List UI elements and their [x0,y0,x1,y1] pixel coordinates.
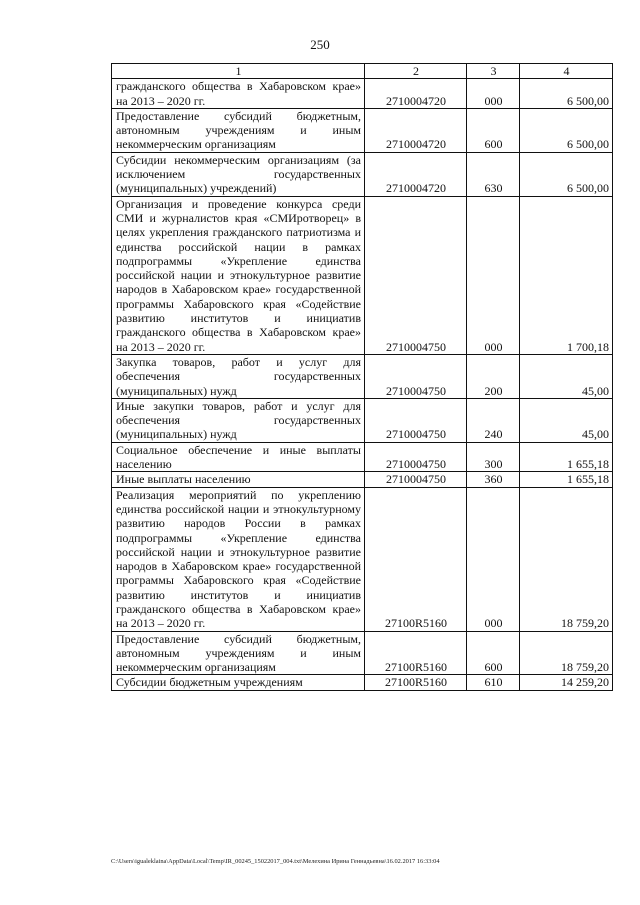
row-vr: 000 [467,487,520,631]
table-row [112,631,613,675]
header-col-2: 2 [365,64,467,79]
row-code: 2710004720 [365,152,467,196]
table-row [112,196,613,354]
row-code: 2710004750 [365,472,467,487]
header-row [112,64,613,79]
row-name: Субсидии бюджетным учреждениям [112,675,365,690]
header-col-4: 4 [520,64,613,79]
row-vr: 630 [467,152,520,196]
row-name: Организация и проведение конкурса среди СМИ и журналистов края «СМИротворец» в целях укрепления гражданского патриотизма и единства российской нации в рамках подпрограммы «Укрепление единства российской нации и этнокультурное развитие народов в Хабаровском крае» государственной программы Хабаровского края «Содействие развитию институтов и инициатив гражданского общества в Хабаровском крае» на 2013 – 2020 гг. [112,196,365,354]
row-code: 27100R5160 [365,487,467,631]
header-col-1: 1 [112,64,365,79]
row-name: Иные закупки товаров, работ и услуг для обеспечения государственных (муниципальных) нужд [112,398,365,442]
table-row [112,472,613,487]
table-row [112,487,613,631]
row-amount: 6 500,00 [520,79,613,109]
table-row [112,442,613,472]
row-name: Иные выплаты населению [112,472,365,487]
row-vr: 000 [467,196,520,354]
table-row [112,79,613,109]
row-amount: 6 500,00 [520,152,613,196]
header-col-3: 3 [467,64,520,79]
row-name: гражданского общества в Хабаровском крае» на 2013 – 2020 гг. [112,79,365,109]
row-vr: 240 [467,398,520,442]
row-vr: 600 [467,108,520,152]
table-row [112,398,613,442]
table-header [112,64,613,79]
row-amount: 18 759,20 [520,487,613,631]
row-code: 27100R5160 [365,675,467,690]
footer-file-path: C:\Users\igualeklaina\AppData\Local\Temp\IR_00245_15022017_004.txt\Мелехина Ирина Геннадьевна\16.02.2017 16:33:04 [111,858,440,865]
row-amount: 14 259,20 [520,675,613,690]
row-code: 2710004720 [365,79,467,109]
table-row [112,354,613,398]
row-code: 2710004750 [365,398,467,442]
row-name: Реализация мероприятий по укреплению единства российской нации и этнокультурному развитию народов России в рамках подпрограммы «Укрепление единства российской нации и этнокультурное развитие народов в Хабаровском крае» государственной программы Хабаровского края «Содействие развитию институтов и инициатив гражданского общества в Хабаровском крае» на 2013 – 2020 гг. [112,487,365,631]
row-amount: 45,00 [520,398,613,442]
row-amount: 1 655,18 [520,442,613,472]
row-code: 2710004750 [365,354,467,398]
row-vr: 360 [467,472,520,487]
budget-table [111,63,613,691]
row-vr: 600 [467,631,520,675]
row-vr: 200 [467,354,520,398]
row-code: 27100R5160 [365,631,467,675]
row-amount: 6 500,00 [520,108,613,152]
row-amount: 1 700,18 [520,196,613,354]
table-body [112,79,613,690]
table-row [112,152,613,196]
table-row [112,108,613,152]
row-name: Предоставление субсидий бюджетным, автономным учреждениям и иным некоммерческим организациям [112,108,365,152]
row-vr: 300 [467,442,520,472]
row-code: 2710004720 [365,108,467,152]
row-name: Предоставление субсидий бюджетным, автономным учреждениям и иным некоммерческим организациям [112,631,365,675]
row-code: 2710004750 [365,196,467,354]
row-amount: 1 655,18 [520,472,613,487]
row-amount: 45,00 [520,354,613,398]
row-amount: 18 759,20 [520,631,613,675]
row-code: 2710004750 [365,442,467,472]
table-row [112,675,613,690]
row-name: Социальное обеспечение и иные выплаты населению [112,442,365,472]
row-name: Закупка товаров, работ и услуг для обеспечения государственных (муниципальных) нужд [112,354,365,398]
row-name: Субсидии некоммерческим организациям (за исключением государственных (муниципальных) учреждений) [112,152,365,196]
row-vr: 000 [467,79,520,109]
row-vr: 610 [467,675,520,690]
page-number: 250 [310,37,330,52]
